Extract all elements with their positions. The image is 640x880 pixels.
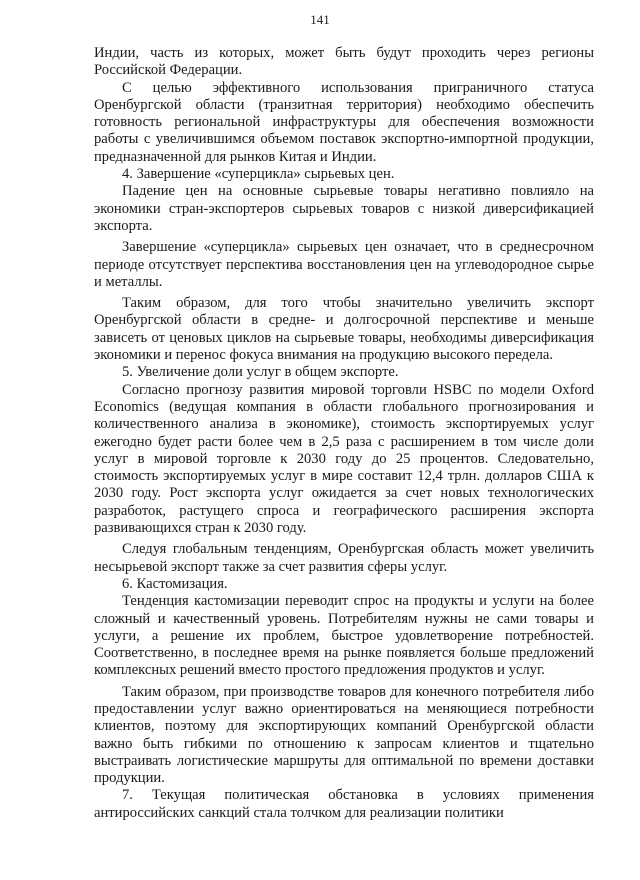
- section-heading: 5. Увеличение доли услуг в общем экспорте.: [122, 364, 399, 381]
- paragraph: Завершение «суперцикла» сырьевых цен означает, что в среднесрочном периоде отсутствует перспектива восстановления цен на углеводородное сырье и металлы.: [94, 239, 594, 290]
- paragraph: Тенденция кастомизации переводит спрос на продукты и услуги на более сложный и качественный уровень. Потребителям нужны не сами товары и услуги, а решение их проблем, быстрое удовлетворение потребностей. Соответственно, в последнее время на рынке появляется больше предложений комплексных решений вместо простого предложения продуктов и услуг.: [94, 593, 594, 679]
- paragraph: Согласно прогнозу развития мировой торговли HSBC по модели Oxford Economics (ведущая компания в области глобального прогнозирования и количественного анализа в экономике), стоимость экспортируемых услуг ежегодно будет расти более чем в 2,5 раза с расширением в том числе доли услуг в мировой торговле к 2030 году до 25 процентов. Следовательно, стоимость экспортируемых услуг в мире составит 12,4 трлн. долларов США к 2030 году. Рост экспорта услуг ожидается за счет новых технологических разработок, растущего спроса и географического расширения экспорта развивающихся стран к 2030 году.: [94, 381, 594, 537]
- page-number: 141: [310, 12, 330, 27]
- section-heading: 4. Завершение «суперцикла» сырьевых цен.: [122, 166, 395, 183]
- paragraph: Таким образом, для того чтобы значительно увеличить экспорт Оренбургской области в средне- и долгосрочной перспективе и меньше зависеть от ценовых циклов на сырьевые товары, необходимы диверсификация экономики и перенос фокуса внимания на продукцию высокого передела.: [94, 295, 594, 364]
- paragraph: Индии, часть из которых, может быть будут проходить через регионы Российской Федерации.: [94, 45, 594, 79]
- paragraph: Падение цен на основные сырьевые товары негативно повлияло на экономики стран-экспортеров сырьевых товаров с низкой диверсификацией экспорта.: [94, 183, 594, 234]
- paragraph: Таким образом, при производстве товаров для конечного потребителя либо предоставлении услуг важно ориентироваться на меняющиеся потребности клиентов, поэтому для экспортирующих компаний Оренбургской области важно быть гибкими по отношению к запросам клиентов и тщательно выстраивать логистические маршруты для оптимальной по времени доставки продукции.: [94, 683, 594, 787]
- paragraph: Следуя глобальным тенденциям, Оренбургская область может увеличить несырьевой экспорт также за счет развития сферы услуг.: [94, 541, 594, 575]
- section-heading: 6. Кастомизация.: [122, 575, 228, 592]
- section-heading: 7. Текущая политическая обстановка в условиях применения антироссийских санкций стала толчком для реализации политики: [94, 787, 594, 821]
- document-body: [94, 45, 594, 822]
- paragraph: С целью эффективного использования приграничного статуса Оренбургской области (транзитная территория) необходимо обеспечить готовность региональной инфраструктуры для обеспечения возможности работы с увеличившимся объемом поставок экспортно-импортной продукции, предназначенной для рынков Китая и Индии.: [94, 79, 594, 165]
